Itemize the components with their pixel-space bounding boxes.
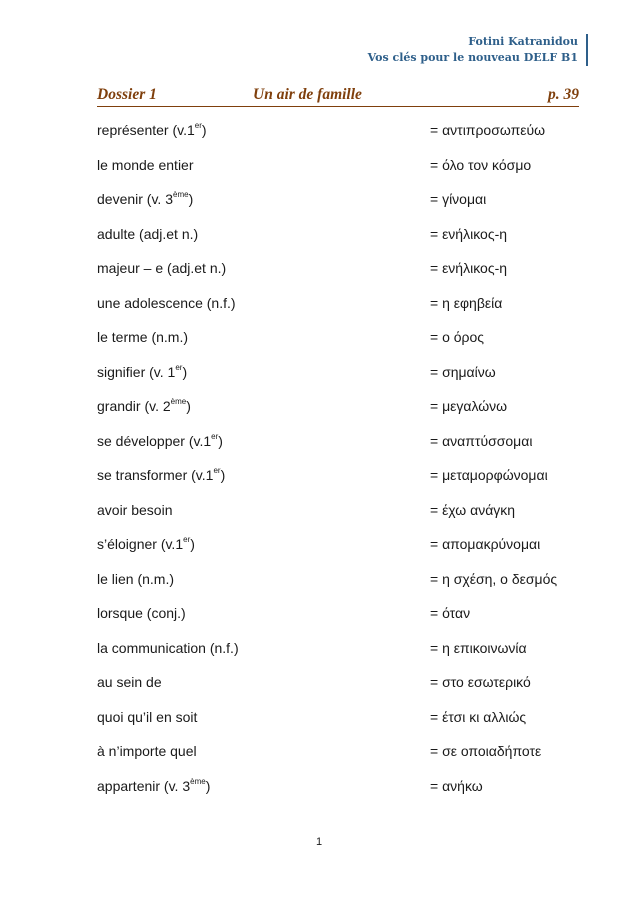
page-number: 1 [315,836,323,848]
french-term-superscript: ème [170,397,187,406]
vocab-row [97,741,597,776]
french-term-text: majeur – e (adj.et n.) [97,260,227,276]
greek-translation: = γίνομαι [430,191,487,207]
french-term-close: ) [188,191,194,207]
greek-translation: = η επικοινωνία [430,639,527,656]
title-theme: Un air de famille [253,86,362,103]
vocab-row [97,638,597,673]
title-dossier: Dossier 1 [97,86,157,103]
greek-translation: = η εφηβεία [430,294,503,311]
french-term [97,741,197,761]
title-page-ref: p. 39 [548,86,579,103]
french-term [97,465,225,485]
vocab-row [97,776,597,811]
vocab-row [97,672,597,707]
french-term [97,327,188,347]
vocab-row [97,327,597,362]
vocab-row [97,707,597,742]
french-term-text: avoir besoin [97,501,173,518]
vocab-row [97,293,597,328]
french-term-text: le monde entier [97,156,194,173]
greek-translation: = η σχέση, ο δεσμός [430,570,558,587]
french-term-close: ) [186,398,191,414]
french-term-superscript: er [183,535,191,544]
greek-translation: = μεταμορφώνομαι [430,467,548,483]
french-term-text: appartenir (v. 3 [97,777,191,794]
french-term [97,569,174,589]
vocab-row [97,189,597,224]
french-term-text: se développer (v.1 [97,432,212,449]
greek-translation: = στο εσωτερικό [430,674,531,690]
vocab-row [97,431,597,466]
french-term [97,258,226,278]
french-term-close: ) [220,467,226,483]
french-term [97,362,187,382]
greek-translation: = σε οποιαδήποτε [430,743,542,759]
french-term [97,224,198,244]
greek-translation: = έχω ανάγκη [430,501,516,518]
greek-translation: = αντιπροσωπεύω [430,122,546,138]
greek-translation: = έτσι κι αλλιώς [430,708,527,725]
french-term-superscript: er [211,431,219,441]
french-term-text: une adolescence (n.f.) [97,294,236,311]
french-term-close: ) [182,363,188,380]
french-term-close: ) [205,777,211,794]
vocab-row [97,603,597,638]
french-term-superscript: er [194,121,202,130]
french-term-text: lorsque (conj.) [97,605,186,621]
greek-translation: = αναπτύσσομαι [430,432,533,449]
section-title [97,86,579,107]
french-term [97,293,236,313]
greek-translation: = ενήλικος-η [430,225,508,242]
french-term [97,155,194,175]
french-term-text: au sein de [97,674,162,690]
vocab-row [97,258,597,293]
vocab-row [97,569,597,604]
french-term-text: se transformer (v.1 [97,467,214,483]
french-term-text: quoi qu’il en soit [97,708,198,725]
french-term-close: ) [218,432,223,449]
greek-translation: = όταν [430,605,471,621]
french-term-superscript: ème [190,776,206,786]
vocab-row [97,465,597,500]
vocab-row [97,155,597,190]
french-term-text: devenir (v. 3 [97,191,173,207]
greek-translation: = μεγαλώνω [430,398,508,414]
french-term [97,431,223,451]
vocab-row [97,362,597,397]
french-term-close: ) [190,536,195,552]
vocab-row [97,396,597,431]
french-term-text: représenter (v.1 [97,122,195,138]
vocab-row [97,120,597,155]
vocab-row [97,534,597,569]
french-term [97,638,239,658]
french-term-text: le terme (n.m.) [97,329,189,345]
page-header [368,34,588,66]
french-term [97,189,193,209]
vocabulary-list [97,120,597,810]
greek-translation: = όλο τον κόσμο [430,156,532,173]
french-term [97,396,191,416]
french-term-superscript: er [213,466,221,475]
french-term [97,707,197,727]
french-term-text: la communication (n.f.) [97,639,239,656]
header-author: Fotini Katranidou [468,35,578,48]
greek-translation: = ενήλικος-η [430,260,508,276]
greek-translation: = ανήκω [430,777,483,794]
greek-translation: = ο όρος [430,329,485,345]
greek-translation: = σημαίνω [430,363,496,380]
french-term-superscript: er [175,362,183,372]
french-term-text: grandir (v. 2 [97,398,171,414]
french-term-text: signifier (v. 1 [97,363,176,380]
french-term-text: adulte (adj.et n.) [97,225,199,242]
french-term [97,603,186,623]
french-term [97,534,195,554]
french-term [97,500,173,520]
greek-translation: = απομακρύνομαι [430,536,541,552]
french-term-text: à n’importe quel [97,743,197,759]
french-term-text: le lien (n.m.) [97,570,175,587]
vocab-row [97,224,597,259]
french-term [97,672,162,692]
french-term [97,120,207,140]
vocab-row [97,500,597,535]
french-term-close: ) [201,122,207,138]
header-subtitle: Vos clés pour le nouveau DELF B1 [367,51,578,64]
french-term-superscript: ème [173,190,189,199]
french-term-text: s’éloigner (v.1 [97,536,184,552]
french-term [97,776,210,796]
